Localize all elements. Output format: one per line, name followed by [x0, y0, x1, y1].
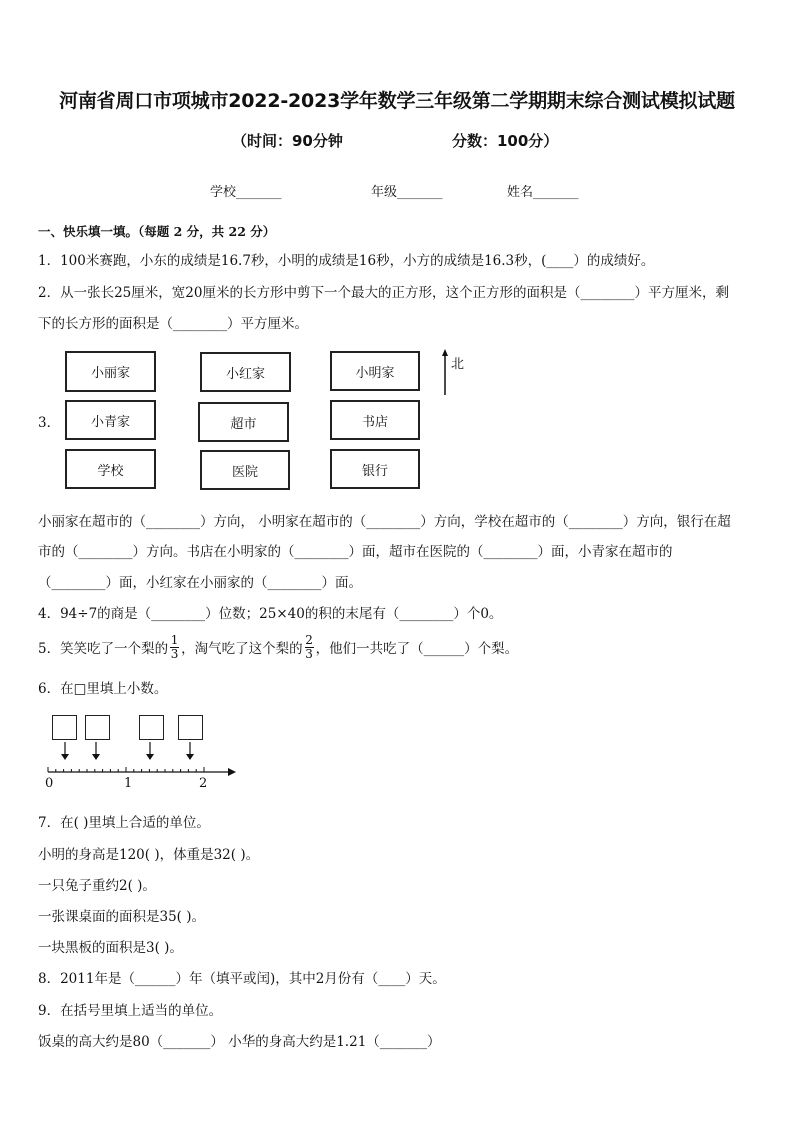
page-title: 河南省周口市项城市2022-2023学年数学三年级第二学期期末综合测试模拟试题: [59, 90, 735, 112]
answer-box-2[interactable]: [85, 715, 110, 740]
fraction-2-numerator: 2: [305, 632, 313, 647]
fraction-1-numerator: 1: [170, 632, 179, 647]
fraction-two-thirds: [305, 634, 314, 661]
answer-box-3[interactable]: [139, 715, 164, 740]
question-3-line-2: 市的（________）方向。书店在小明家的（________）面，超市在医院的（________）面，小青家在超市的: [38, 544, 673, 560]
answer-box-4[interactable]: [178, 715, 203, 740]
number-line-label-1: 1: [124, 776, 133, 791]
question-7-a: 小明的身高是120( )，体重是32( )。: [38, 847, 260, 863]
question-6: 6．在□里填上小数。: [38, 681, 168, 697]
number-line-label-0: 0: [45, 776, 54, 791]
question-5-part-3: ，他们一共吃了（______）个梨。: [315, 641, 519, 657]
exam-time: （时间：90分钟: [232, 132, 343, 150]
number-line-label-2: 2: [199, 776, 208, 791]
question-3-line-3: （________）面，小红家在小丽家的（________）面。: [38, 575, 362, 591]
number-line: [40, 740, 240, 776]
map-box-xiaoli-home: 小丽家: [65, 351, 156, 392]
name-field[interactable]: 姓名_______: [507, 185, 579, 200]
question-5: [38, 629, 518, 665]
fraction-one-third: [170, 634, 179, 661]
question-2-line-2: 下的长方形的面积是（________）平方厘米。: [38, 316, 308, 332]
question-5-part-1: 5．笑笑吃了一个梨的: [38, 641, 169, 657]
answer-box-1[interactable]: [52, 715, 77, 740]
map-box-bank: 银行: [330, 449, 420, 489]
question-9-line: 饭桌的高大约是80（_______） 小华的身高大约是1.21（_______）: [38, 1034, 441, 1050]
fraction-1-denominator: 3: [170, 646, 179, 661]
question-3-number: 3．: [38, 415, 61, 431]
question-7-c: 一张课桌面的面积是35( )。: [38, 909, 206, 925]
north-label: 北: [451, 357, 465, 372]
map-box-supermarket: 超市: [198, 402, 289, 442]
map-box-bookstore: 书店: [330, 400, 420, 440]
question-2-line-1: 2．从一张长25厘米，宽20厘米的长方形中剪下一个最大的正方形，这个正方形的面积是（________）平方厘米，剩: [38, 285, 729, 301]
question-8: 8．2011年是（______）年（填平或闰)，其中2月份有（____）天。: [38, 971, 446, 987]
question-5-part-2: ，淘气吃了这个梨的: [181, 641, 303, 657]
school-field[interactable]: 学校_______: [210, 185, 282, 200]
question-4: 4．94÷7的商是（________）位数；25×40的积的末尾有（________）个0。: [38, 606, 503, 622]
map-box-xiaoqing-home: 小青家: [65, 400, 156, 440]
question-3-line-1: 小丽家在超市的（________）方向， 小明家在超市的（________）方向，学校在超市的（________）方向，银行在超: [38, 514, 731, 530]
map-box-xiaohong-home: 小红家: [200, 352, 291, 392]
question-7: 7．在( )里填上合适的单位。: [38, 815, 210, 831]
map-box-xiaoming-home: 小明家: [330, 351, 420, 391]
question-7-b: 一只兔子重约2( )。: [38, 878, 156, 894]
question-9: 9．在括号里填上适当的单位。: [38, 1003, 223, 1019]
map-box-school: 学校: [65, 449, 156, 489]
exam-score: 分数：100分）: [452, 132, 559, 150]
grade-field[interactable]: 年级_______: [371, 185, 443, 200]
section-heading: 一、快乐填一填。（每题 2 分，共 22 分）: [38, 224, 276, 239]
fraction-2-denominator: 3: [305, 646, 313, 661]
question-1: 1．100米赛跑，小东的成绩是16.7秒，小明的成绩是16秒，小方的成绩是16.3秒，(____）的成绩好。: [38, 253, 655, 269]
map-box-hospital: 医院: [200, 450, 290, 490]
question-7-d: 一块黑板的面积是3( )。: [38, 940, 183, 956]
